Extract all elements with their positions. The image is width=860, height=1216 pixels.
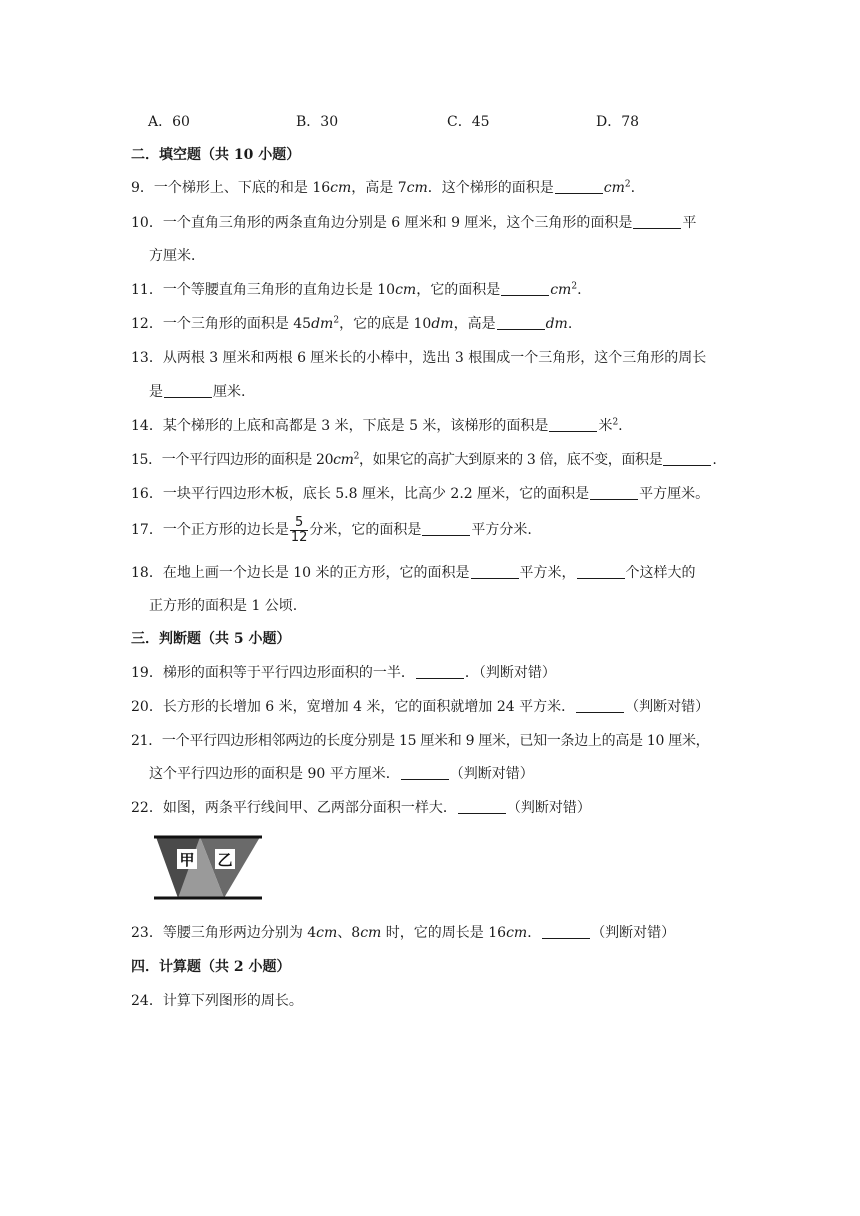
question-21-cont: 这个平行四边形的面积是 90 平方厘米． （判断对错）	[149, 766, 534, 782]
question-17: 17．一个正方形的边长是 $\frac{5}{12}$ 分米，它的面积是 平方分米.	[131, 514, 532, 545]
section-heading-fill-blank: 二．填空题（共 10 小题）	[131, 147, 301, 163]
question-9: 9．一个梯形上、下底的和是 16cm，高是 7cm．这个梯形的面积是 $cm^2$.	[131, 179, 636, 196]
option-a: A．60	[148, 114, 190, 130]
answer-blank	[549, 417, 597, 432]
answer-blank	[164, 383, 212, 398]
section-heading-calculation: 四．计算题（共 2 小题）	[131, 959, 291, 975]
answer-blank	[497, 315, 545, 330]
answer-blank	[633, 214, 681, 229]
question-18-cont: 正方形的面积是 1 公顷.	[149, 598, 298, 614]
fraction: $\frac{5}{12}$	[290, 514, 308, 545]
question-18: 18．在地上画一个边长是 10 米的正方形，它的面积是 平方米， 个这样大的	[131, 565, 696, 581]
answer-blank	[471, 564, 519, 579]
question-13: 13．从两根 3 厘米和两根 6 厘米长的小棒中，选出 3 根围成一个三角形，这个三角形的周长	[131, 350, 707, 366]
question-16: 16．一块平行四边形木板，底长 5.8 厘米，比高少 2.2 厘米，它的面积是 平方厘米。	[131, 486, 710, 502]
question-21: 21．一个平行四边形相邻两边的长度分别是 15 厘米和 9 厘米，已知一条边上的高是 10 厘米，	[131, 733, 710, 749]
answer-blank	[458, 799, 506, 814]
question-11: 11．一个等腰直角三角形的直角边长是 10cm，它的面积是 $cm^2$.	[131, 281, 582, 298]
answer-blank	[577, 564, 625, 579]
answer-blank	[663, 451, 711, 466]
answer-blank	[555, 179, 603, 194]
question-10: 10．一个直角三角形的两条直角边分别是 6 厘米和 9 厘米，这个三角形的面积是 平	[131, 215, 697, 231]
question-14: 14．某个梯形的上底和高都是 3 米，下底是 5 米，该梯形的面积是 米$^2$.	[131, 417, 623, 434]
answer-blank	[501, 281, 549, 296]
answer-blank	[576, 698, 624, 713]
answer-blank	[542, 924, 590, 939]
question-24: 24．计算下列图形的周长。	[131, 993, 303, 1009]
answer-blank	[416, 664, 464, 679]
question-22: 22．如图，两条平行线间甲、乙两部分面积一样大． （判断对错）	[131, 800, 591, 816]
parallel-lines-figure	[154, 832, 264, 902]
option-b: B．30	[296, 114, 339, 130]
label-yi: 乙	[217, 851, 233, 869]
question-20: 20．长方形的长增加 6 米，宽增加 4 米，它的面积就增加 24 平方米． （判断对错）	[131, 699, 710, 715]
label-jia: 甲	[179, 851, 195, 869]
answer-blank	[590, 485, 638, 500]
question-10-cont: 方厘米．	[149, 248, 205, 264]
question-13-cont: 是 厘米.	[149, 384, 246, 400]
answer-blank	[422, 521, 470, 536]
option-d: D．78	[596, 114, 640, 130]
question-15: 15．一个平行四边形的面积是 $20cm^2$，如果它的高扩大到原来的 3 倍，底不变，面积是 .	[131, 451, 717, 468]
answer-blank	[401, 765, 449, 780]
question-12: 12．一个三角形的面积是 $45dm^2$，它的底是 10dm，高是 dm.	[131, 315, 573, 332]
option-c: C．45	[447, 114, 490, 130]
question-19: 19．梯形的面积等于平行四边形面积的一半． ．（判断对错）	[131, 665, 556, 681]
section-heading-judgment: 三．判断题（共 5 小题）	[131, 631, 291, 647]
question-23: 23．等腰三角形两边分别为 4cm、8cm 时，它的周长是 16cm． （判断对错）	[131, 925, 676, 941]
